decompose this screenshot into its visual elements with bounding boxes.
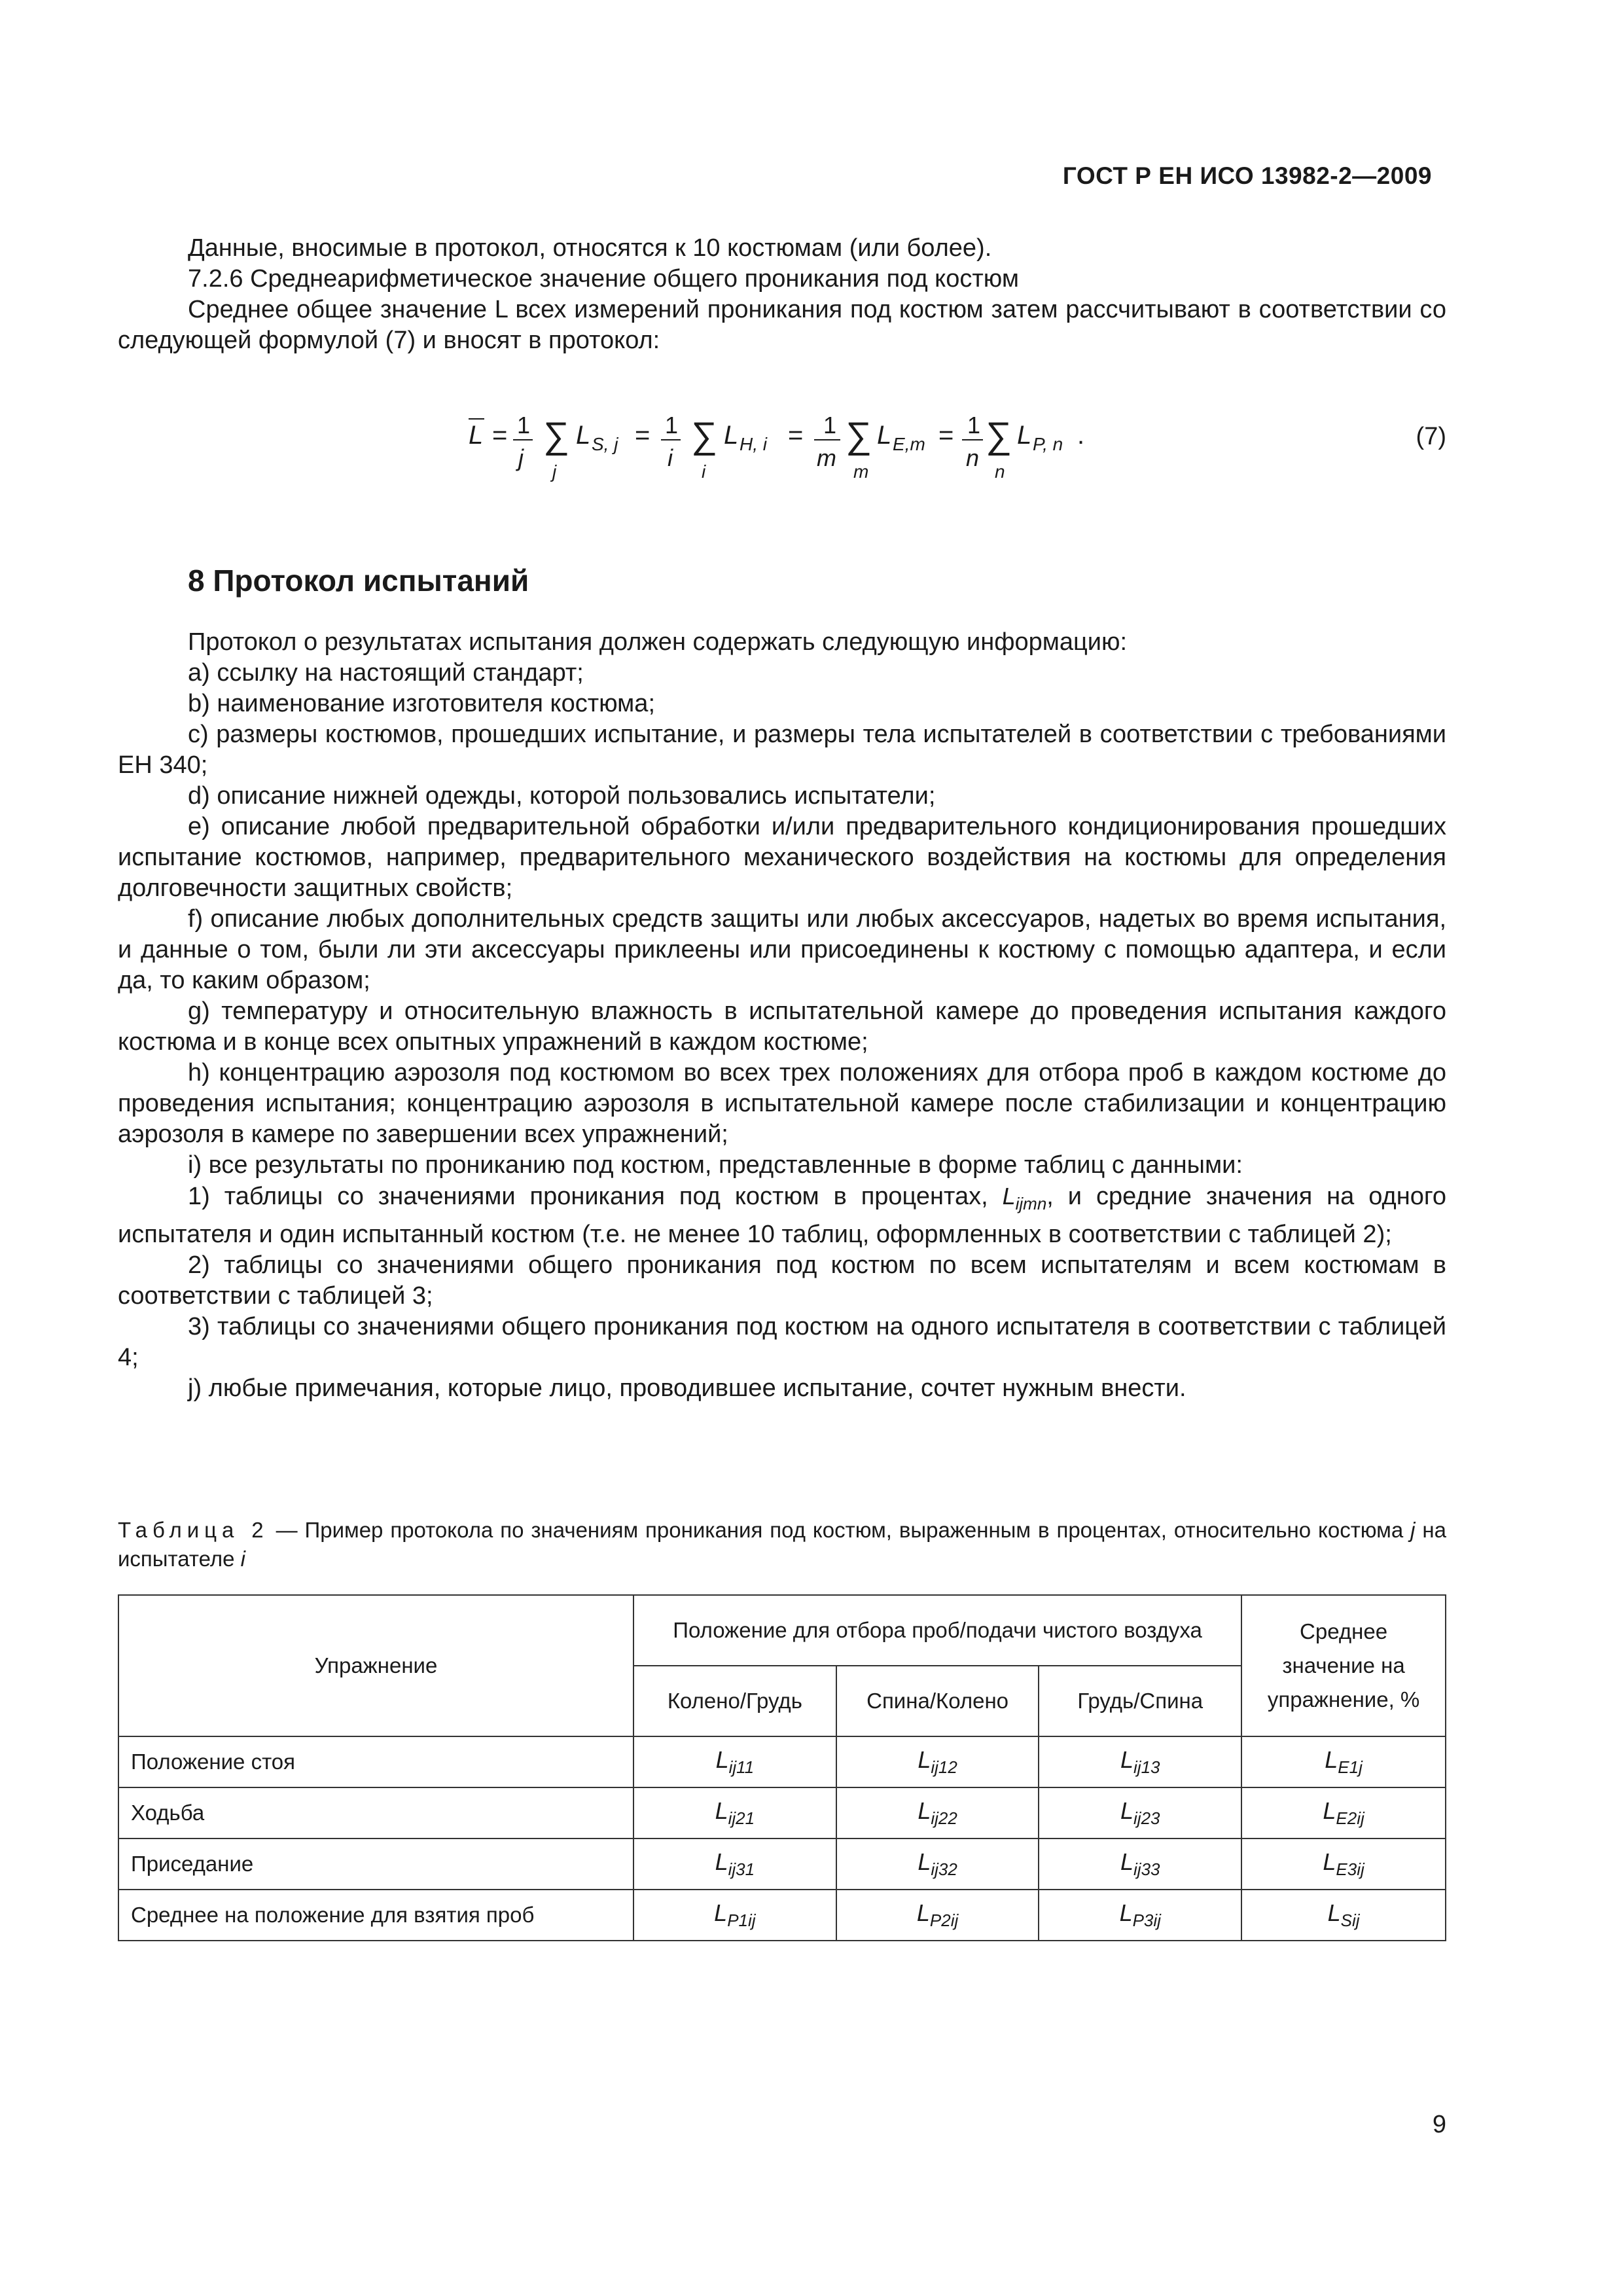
col-header-back-knee: Спина/Колено: [836, 1666, 1039, 1736]
formula-sub: E,m: [893, 434, 925, 454]
list-item: 2) таблицы со значениями общего проникания под костюм по всем испытателям и всем костюмам в соответствии с таблицей 3;: [118, 1251, 1446, 1310]
row-label: Приседание: [118, 1839, 633, 1890]
cell-symbol: [714, 1899, 756, 1931]
table-cell: [1241, 1787, 1446, 1839]
cell-letter: L: [916, 1899, 930, 1926]
list-item: d) описание нижней одежды, которой пользовались испытатели;: [188, 782, 936, 810]
cell-symbol: [1325, 1746, 1363, 1778]
formula-L: L: [724, 421, 739, 450]
frac-num: 1: [665, 412, 679, 439]
cell-index: E1j: [1338, 1757, 1363, 1778]
cell-letter: L: [918, 1746, 931, 1773]
list-item: 3) таблицы со значениями общего проникания под костюм на одного испытателя в соответствии с таблицей 4;: [118, 1313, 1446, 1372]
formula-7: [118, 393, 1446, 484]
cell-index: ij21: [728, 1808, 755, 1829]
table-label: Таблица 2: [118, 1518, 269, 1542]
col-header-chest-back: Грудь/Спина: [1039, 1666, 1241, 1736]
table-cell: [1241, 1839, 1446, 1890]
table-row: [118, 1787, 1446, 1839]
cell-letter: L: [918, 1797, 931, 1824]
cell-symbol: [1120, 1848, 1160, 1880]
list-item: f) описание любых дополнительных средств защиты или любых аксессуаров, надетых во время испытания, и данные о том, были ли эти аксессуары приклеены или присоединены к костюму с помощью адаптера, и если да, то каким образом;: [118, 905, 1446, 994]
list-item: [118, 1181, 1446, 1250]
paragraph: Протокол о результатах испытания должен содержать следующую информацию:: [188, 628, 1128, 656]
cell-letter: L: [1120, 1797, 1134, 1824]
sum-index: m: [853, 461, 869, 482]
frac-den: m: [817, 444, 836, 471]
item-1-before: 1) таблицы со значениями проникания под костюм в процентах,: [188, 1183, 1003, 1210]
list-item: g) температуру и относительную влажность в испытательной камере до проведения испытания каждого костюма и в конце всех опытных упражнений в каждом костюме;: [118, 997, 1446, 1056]
page-number: 9: [1432, 2111, 1446, 2138]
formula-number: (7): [1416, 423, 1446, 450]
table-caption: [118, 1516, 1446, 1573]
cell-letter: L: [1120, 1848, 1134, 1875]
table-header-row: [118, 1595, 1446, 1666]
formula-svg: [118, 393, 1446, 484]
sigma-symbol: ∑: [846, 414, 872, 456]
symbol-L: [1002, 1183, 1047, 1214]
paragraph: Среднее общее значение L всех измерений проникания под костюм затем рассчитывают в соответствии со следующей формулой (7) и вносят в протокол:: [118, 296, 1446, 354]
cell-symbol: [916, 1899, 959, 1931]
frac-num: 1: [517, 412, 531, 439]
table-cell: [836, 1736, 1039, 1787]
section-8-text: [118, 627, 1446, 1404]
cell-symbol: [1120, 1746, 1160, 1778]
symbol-L-index: ijmn: [1015, 1194, 1047, 1214]
frac-den: j: [518, 444, 524, 471]
row-label: Ходьба: [118, 1787, 633, 1839]
cell-index: ij13: [1133, 1757, 1160, 1778]
cell-index: ij32: [931, 1859, 957, 1880]
cell-index: ij12: [931, 1757, 957, 1778]
cell-index: P1ij: [727, 1910, 756, 1931]
cell-symbol: [1323, 1797, 1364, 1829]
cell-index: E2ij: [1336, 1808, 1364, 1829]
formula-eq: =: [492, 421, 508, 450]
table-cell: [836, 1839, 1039, 1890]
formula-sub: P, n: [1033, 434, 1063, 454]
list-item: e) описание любой предварительной обработки и/или предварительного кондиционирования прошедших испытание костюмов, например, предварительного механического воздействия на костюмы для определения долговечности защитных свойств;: [118, 813, 1446, 902]
formula-lbar: L: [469, 421, 484, 450]
col-header-exercise: Упражнение: [118, 1595, 633, 1736]
cell-symbol: [715, 1848, 755, 1880]
cell-symbol: [1119, 1899, 1161, 1931]
caption-text: — Пример протокола по значениям проникания под костюм, выраженным в процентах, относительно костюма: [268, 1518, 1411, 1542]
sigma-symbol: ∑: [543, 414, 569, 456]
intro-text: [118, 233, 1446, 356]
list-item: j) любые примечания, которые лицо, проводившее испытание, сочтет нужным внести.: [188, 1374, 1186, 1403]
list-item: a) ссылку на настоящий стандарт;: [188, 659, 584, 687]
table-2: [118, 1594, 1446, 1941]
cell-letter: L: [1323, 1848, 1336, 1875]
formula-sub: S, j: [592, 434, 618, 454]
cell-symbol: [715, 1797, 755, 1829]
table-row: [118, 1890, 1446, 1941]
formula-L: L: [1017, 421, 1032, 450]
subsection-heading: 7.2.6 Среднеарифметическое значение общего проникания под костюм: [188, 265, 1019, 293]
table-row: [118, 1839, 1446, 1890]
cell-symbol: [715, 1746, 755, 1778]
list-item: c) размеры костюмов, прошедших испытание, и размеры тела испытателей в соответствии с требованиями ЕН 340;: [118, 721, 1446, 779]
formula-eq: =: [635, 421, 651, 450]
table-cell: [1039, 1839, 1241, 1890]
cell-index: ij11: [728, 1757, 755, 1778]
cell-letter: L: [1327, 1899, 1341, 1926]
table-cell: [1241, 1890, 1446, 1941]
cell-symbol: [918, 1797, 957, 1829]
table-cell: [1039, 1736, 1241, 1787]
row-label: Положение стоя: [118, 1736, 633, 1787]
cell-symbol: [918, 1746, 957, 1778]
section-heading: 8 Протокол испытаний: [188, 564, 529, 598]
item-1-after: , и средние значения на одного испытателя и один испытанный костюм (т.е. не менее 10 таблиц, оформленных в соответствии с таблицей 2);: [118, 1183, 1446, 1249]
cell-letter: L: [1119, 1899, 1133, 1926]
frac-num: 1: [967, 412, 981, 439]
caption-j: j: [1410, 1518, 1416, 1542]
cell-symbol: [1327, 1899, 1360, 1931]
cell-index: ij31: [728, 1859, 755, 1880]
sum-index: n: [995, 461, 1005, 482]
col-header-knee-chest: Колено/Грудь: [633, 1666, 836, 1736]
table-row: [118, 1736, 1446, 1787]
frac-den: i: [668, 444, 673, 471]
table-cell: [633, 1736, 836, 1787]
formula-eq: =: [938, 421, 954, 450]
table-cell: [1241, 1736, 1446, 1787]
cell-index: ij23: [1133, 1808, 1160, 1829]
formula-eq: =: [788, 421, 804, 450]
sigma-symbol: ∑: [986, 414, 1012, 456]
cell-index: Sij: [1340, 1910, 1360, 1931]
formula-sub: H, i: [740, 434, 767, 454]
cell-letter: L: [918, 1848, 931, 1875]
table-cell: [633, 1890, 836, 1941]
cell-letter: L: [1325, 1746, 1338, 1773]
symbol-L-letter: L: [1002, 1183, 1016, 1210]
cell-letter: L: [715, 1746, 729, 1773]
cell-letter: L: [715, 1848, 728, 1875]
paragraph: Данные, вносимые в протокол, относятся к 10 костюмам (или более).: [188, 234, 992, 262]
table-cell: [836, 1890, 1039, 1941]
row-label: Среднее на положение для взятия проб: [118, 1890, 633, 1941]
cell-letter: L: [714, 1899, 728, 1926]
col-header-position-group: Положение для отбора проб/подачи чистого воздуха: [633, 1595, 1241, 1666]
sum-index: j: [552, 461, 557, 482]
table-cell: [1039, 1787, 1241, 1839]
frac-num: 1: [823, 412, 837, 439]
cell-index: P3ij: [1132, 1910, 1161, 1931]
table-cell: [1039, 1890, 1241, 1941]
table-cell: [633, 1839, 836, 1890]
caption-i: i: [240, 1547, 246, 1571]
cell-index: ij22: [931, 1808, 957, 1829]
cell-letter: L: [1120, 1746, 1134, 1773]
formula-L: L: [877, 421, 892, 450]
list-item: i) все результаты по прониканию под костюм, представленные в форме таблиц с данными:: [188, 1151, 1243, 1179]
list-item: b) наименование изготовителя костюма;: [188, 690, 656, 717]
standard-code-header: ГОСТ Р ЕН ИСО 13982-2—2009: [1062, 162, 1432, 189]
cell-index: P2ij: [929, 1910, 959, 1931]
cell-index: E3ij: [1336, 1859, 1364, 1880]
table-cell: [633, 1787, 836, 1839]
sum-index: i: [702, 461, 706, 482]
cell-symbol: [918, 1848, 957, 1880]
caption-mid: на испытателе: [118, 1518, 1446, 1571]
table-cell: [836, 1787, 1039, 1839]
formula-L: L: [576, 421, 591, 450]
col-header-average: Среднее значение на упражнение, %: [1241, 1595, 1446, 1736]
formula-end: .: [1077, 421, 1085, 450]
cell-symbol: [1323, 1848, 1364, 1880]
list-item: h) концентрацию аэрозоля под костюмом во всех трех положениях для отбора проб в каждом костюме до проведения испытания; концентрацию аэрозоля в испытательной камере после стабилизации и концентрацию аэрозоля в камере по завершении всех упражнений;: [118, 1059, 1446, 1148]
cell-index: ij33: [1133, 1859, 1160, 1880]
sigma-symbol: ∑: [691, 414, 717, 456]
cell-letter: L: [715, 1797, 728, 1824]
frac-den: n: [966, 444, 980, 471]
cell-symbol: [1120, 1797, 1160, 1829]
cell-letter: L: [1323, 1797, 1336, 1824]
